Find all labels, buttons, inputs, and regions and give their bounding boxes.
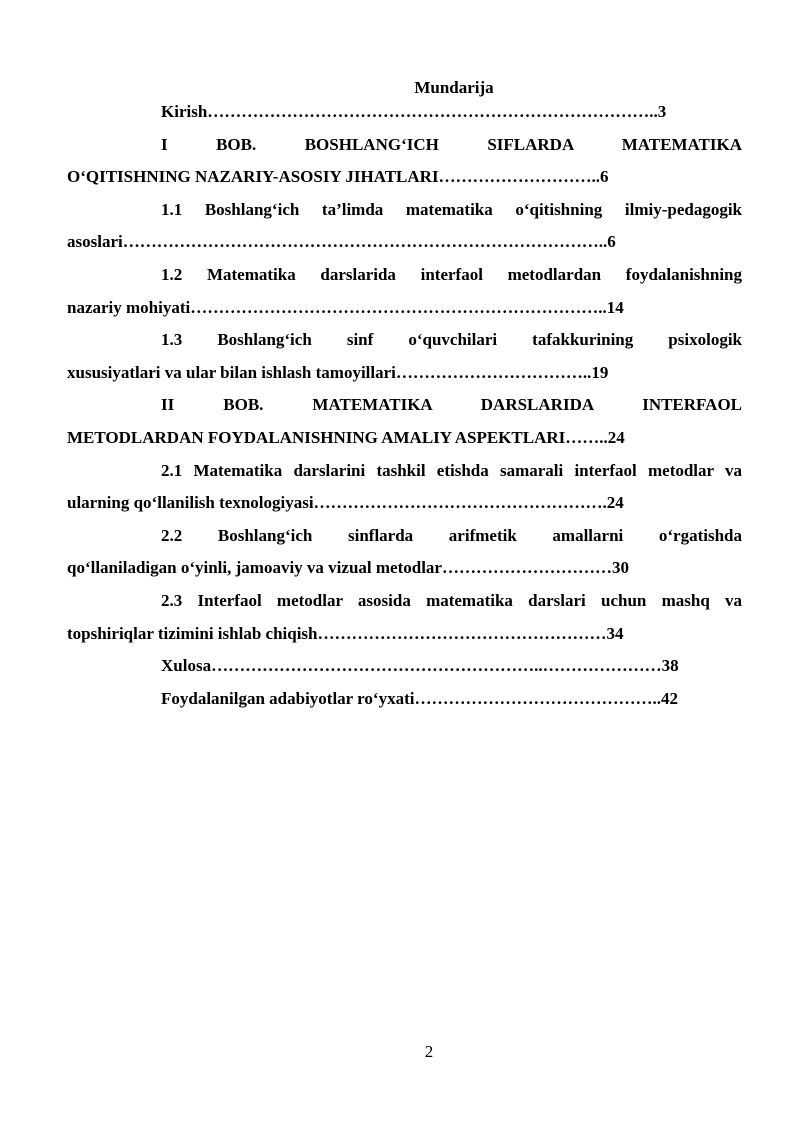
toc-entry-text: Boshlang‘ich ta’limda matematika o‘qitishning ilmiy-pedagogik bbox=[204, 199, 742, 219]
toc-entry-continuation: topshiriqlar tizimini ishlab chiqish……………………………………………34 bbox=[67, 623, 624, 643]
toc-entry-text: Matematika darslarida interfaol metodlardan foydalanishning bbox=[206, 264, 742, 284]
toc-entry-kirish bbox=[114, 96, 742, 129]
toc-entry-continuation: METODLARDAN FOYDALANISHNING AMALIY ASPEKTLARI……..24 bbox=[67, 427, 625, 447]
toc-entry-continuation: O‘QITISHNING NAZARIY-ASOSIY JIHATLARI………………………..6 bbox=[67, 167, 609, 187]
toc-entry-text: 2.1 Matematika darslarini tashkil etishda samarali interfaol metodlar va bbox=[161, 460, 742, 480]
table-of-contents bbox=[67, 96, 743, 715]
toc-entry-adabiyotlar bbox=[114, 683, 742, 716]
toc-entry-continuation: nazariy mohiyati………………………………………………………………..14 bbox=[67, 297, 624, 317]
toc-entry-chapter-1 bbox=[67, 129, 742, 194]
toc-entry-line bbox=[114, 389, 742, 422]
toc-entry-continuation: asoslari…………………………………………………………………………..6 bbox=[67, 232, 616, 252]
toc-entry-line bbox=[114, 585, 742, 618]
toc-entry-line bbox=[114, 259, 742, 292]
toc-entry-number: 1.1 bbox=[161, 199, 183, 219]
toc-entry-2-1 bbox=[67, 455, 742, 520]
toc-entry-line bbox=[114, 194, 742, 227]
toc-entry-number: 1.2 bbox=[161, 264, 183, 284]
toc-entry-text: BOB. BOSHLANG‘ICH SIFLARDA MATEMATIKA bbox=[216, 134, 742, 154]
toc-entry-number: 2.2 bbox=[161, 525, 183, 545]
toc-entry-text: Boshlang‘ich sinf o‘quvchilari tafakkurining psixologik bbox=[217, 330, 743, 350]
page-title: Mundarija bbox=[414, 78, 494, 97]
toc-entry-line bbox=[114, 129, 742, 162]
toc-entry-line bbox=[114, 455, 742, 488]
toc-entry-continuation: qo‘llaniladigan o‘yinli, jamoaviy va vizual metodlar…………………………30 bbox=[67, 558, 629, 578]
toc-entry-number: 1.3 bbox=[161, 330, 183, 350]
toc-entry-text: Interfaol metodlar asosida matematika darslari uchun mashq va bbox=[197, 590, 742, 610]
toc-entry-number: I bbox=[161, 134, 168, 154]
toc-entry-continuation: ularning qo‘llanilish texnologiyasi…………………………………………….24 bbox=[67, 493, 624, 513]
toc-entry-1-3 bbox=[67, 324, 743, 389]
toc-entry-1-2 bbox=[67, 259, 742, 324]
toc-entry-text: Boshlang‘ich sinflarda arifmetik amallarni o‘rgatishda bbox=[217, 525, 742, 545]
toc-entry-text: Kirish……………………………………………………………………..3 bbox=[161, 102, 667, 121]
page-number: 2 bbox=[424, 1042, 434, 1061]
toc-entry-xulosa bbox=[114, 650, 742, 683]
toc-entry-line bbox=[114, 520, 742, 553]
toc-entry-text: Xulosa…………………………………………………..…………………38 bbox=[161, 656, 679, 676]
toc-entry-text: BOB. MATEMATIKA DARSLARIDA INTERFAOL bbox=[223, 395, 743, 415]
toc-entry-2-2 bbox=[67, 520, 742, 585]
toc-entry-1-1 bbox=[67, 194, 742, 259]
toc-entry-chapter-2 bbox=[67, 389, 743, 454]
toc-entry-2-3 bbox=[67, 585, 742, 650]
toc-entry-line bbox=[114, 324, 742, 357]
toc-entry-number: II bbox=[161, 395, 175, 415]
toc-entry-text: Foydalanilgan adabiyotlar ro‘yxati……………………………………..42 bbox=[161, 688, 678, 708]
toc-entry-number: 2.3 bbox=[161, 590, 183, 610]
toc-entry-continuation: xususiyatlari va ular bilan ishlash tamoyillari……………………………..19 bbox=[67, 362, 609, 382]
